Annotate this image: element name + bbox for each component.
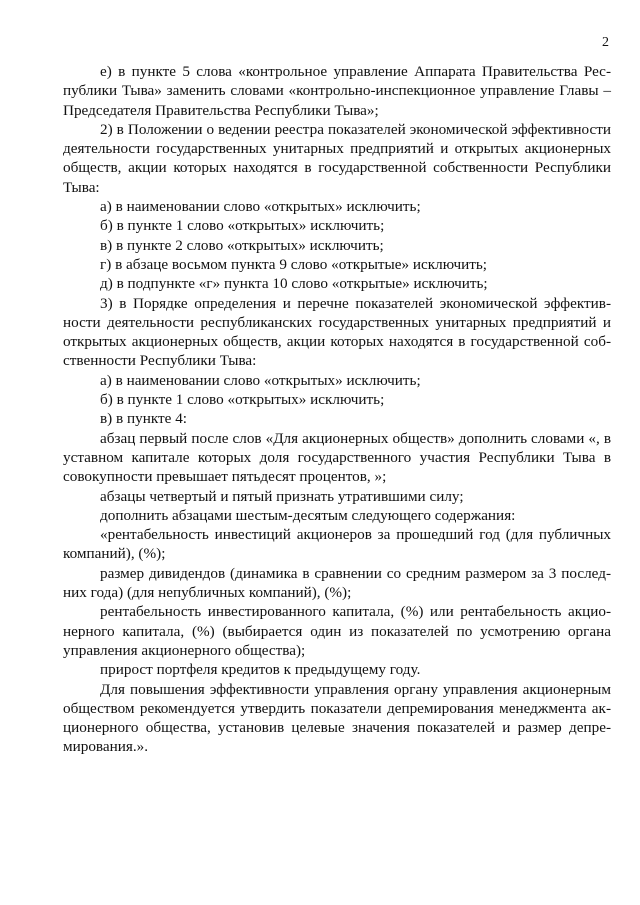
document-body [63, 62, 611, 757]
paragraph-2v: в) в пункте 2 слово «открытых» исключить; [100, 236, 384, 254]
paragraph-2d: д) в подпункте «г» пункта 10 слово «открытые» исключить; [100, 275, 488, 293]
paragraph-2b: б) в пункте 1 слово «открытых» исключить; [100, 217, 385, 235]
paragraph-section-2-registry: 2) в Положении о ведении реестра показателей экономической эффективности деятельности государственных унитарных предприятий и открытых акционерных обществ, акции которых находятся в государственной собственности Республики Тыва: [63, 120, 611, 196]
paragraph-2a: а) в наименовании слово «открытых» исключить; [100, 198, 421, 216]
paragraph-add-abzacs: дополнить абзацами шестым-десятым следующего содержания: [100, 506, 516, 524]
paragraph-3a: а) в наименовании слово «открытых» исключить; [100, 371, 421, 389]
paragraph-first-abzac-addition: абзац первый после слов «Для акционерных обществ» дополнить словами «, в уставном капитале которых доля государственного участия Республики Тыва в совокупности превышает пятьдесят процентов, »; [63, 429, 611, 486]
paragraph-indicator-dividends: размер дивидендов (динамика в сравнении со средним размером за 3 последних года) (для непубличных компаний), (%); [63, 564, 611, 602]
page-number: 2 [602, 35, 609, 50]
paragraph-item-e-point-5: е) в пункте 5 слова «контрольное управление Аппарата Правительства Республики Тыва» заменить словами «контрольно-инспекционное управление Главы – Председателя Правительства Республики Тыва»; [63, 63, 611, 119]
paragraph-3b: б) в пункте 1 слово «открытых» исключить; [100, 391, 385, 409]
paragraph-3v: в) в пункте 4: [100, 410, 188, 428]
paragraph-indicator-investment-return: «рентабельность инвестиций акционеров за прошедший год (для публичных компаний), (%); [63, 526, 611, 563]
paragraph-2g: г) в абзаце восьмом пункта 9 слово «открытые» исключить; [100, 255, 488, 273]
paragraph-abzacs-repealed: абзацы четвертый и пятый признать утратившими силу; [100, 487, 464, 505]
paragraph-indicator-loan-growth: прирост портфеля кредитов к предыдущему году. [100, 661, 421, 679]
paragraph-section-3-procedure: 3) в Порядке определения и перечне показателей экономической эффективности деятельности республиканских государственных унитарных предприятий и открытых акционерных обществ, акции которых находятся в государственной собственности Республики Тыва: [63, 294, 611, 370]
paragraph-indicator-capital-return: рентабельность инвестированного капитала, (%) или рентабельность акционерного капитала, (%) (выбирается один из показателей по усмотрению органа управления акционерного общества); [63, 603, 611, 659]
paragraph-recommendation: Для повышения эффективности управления органу управления акционерным обществом рекомендуется утвердить показатели депремирования менеджмента акционерного общества, установив целевые значения показателей и размер депремирования.». [63, 680, 611, 756]
